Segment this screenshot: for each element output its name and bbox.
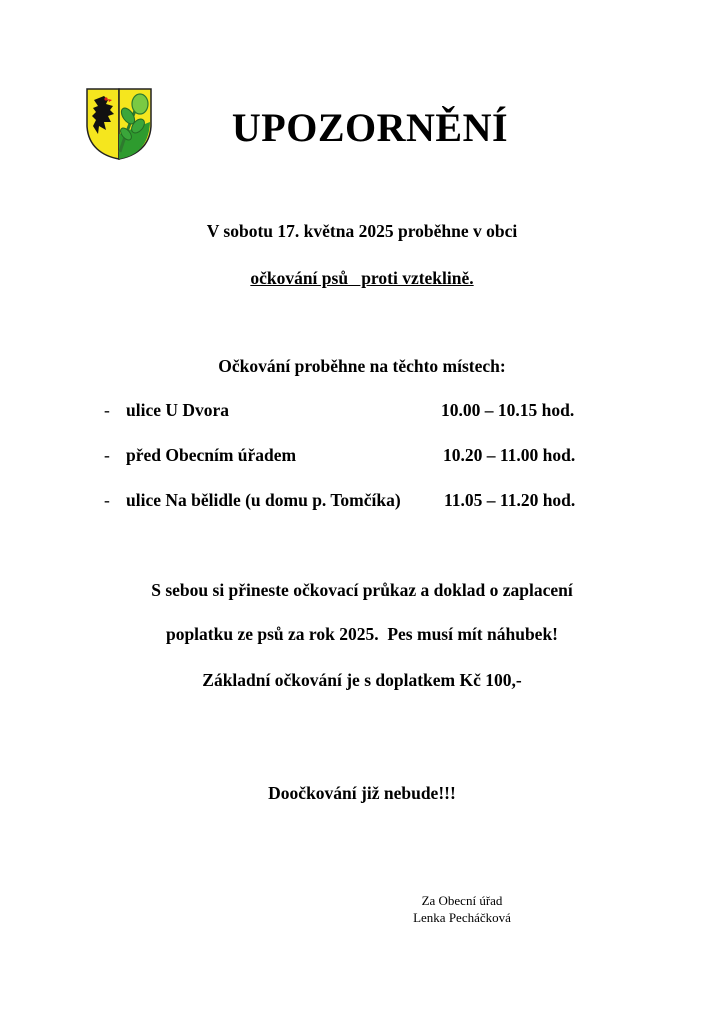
schedule-row	[0, 445, 724, 469]
places-heading: Očkování proběhne na těchto místech:	[218, 356, 506, 376]
list-dash: -	[104, 445, 110, 465]
final-notice: Doočkování již nebude!!!	[268, 783, 456, 803]
signature-org: Za Obecní úřad	[421, 893, 503, 908]
list-dash: -	[104, 400, 110, 420]
signature-name: Lenka Pecháčková	[413, 910, 511, 925]
schedule-time: 10.00 – 10.15 hod.	[441, 400, 575, 420]
document-title: UPOZORNĚNÍ	[231, 105, 509, 150]
schedule-row	[0, 400, 724, 424]
schedule-place: před Obecním úřadem	[126, 445, 297, 465]
notes-line-2: poplatku ze psů za rok 2025. Pes musí mít náhubek!	[165, 624, 559, 644]
list-dash: -	[104, 490, 110, 510]
schedule-place: ulice U Dvora	[126, 400, 230, 420]
notes-line-1: S sebou si přineste očkovací průkaz a doklad o zaplacení	[151, 580, 573, 600]
schedule-place: ulice Na bělidle (u domu p. Tomčíka)	[126, 490, 401, 510]
notes-line-3: Základní očkování je s doplatkem Kč 100,-	[202, 670, 522, 690]
schedule-row	[0, 490, 724, 514]
schedule-time: 11.05 – 11.20 hod.	[444, 490, 576, 510]
intro-line-2: očkování psů proti vzteklině.	[250, 268, 474, 288]
intro-line-1: V sobotu 17. května 2025 proběhne v obci	[206, 221, 518, 241]
schedule-time: 10.20 – 11.00 hod.	[443, 445, 576, 465]
